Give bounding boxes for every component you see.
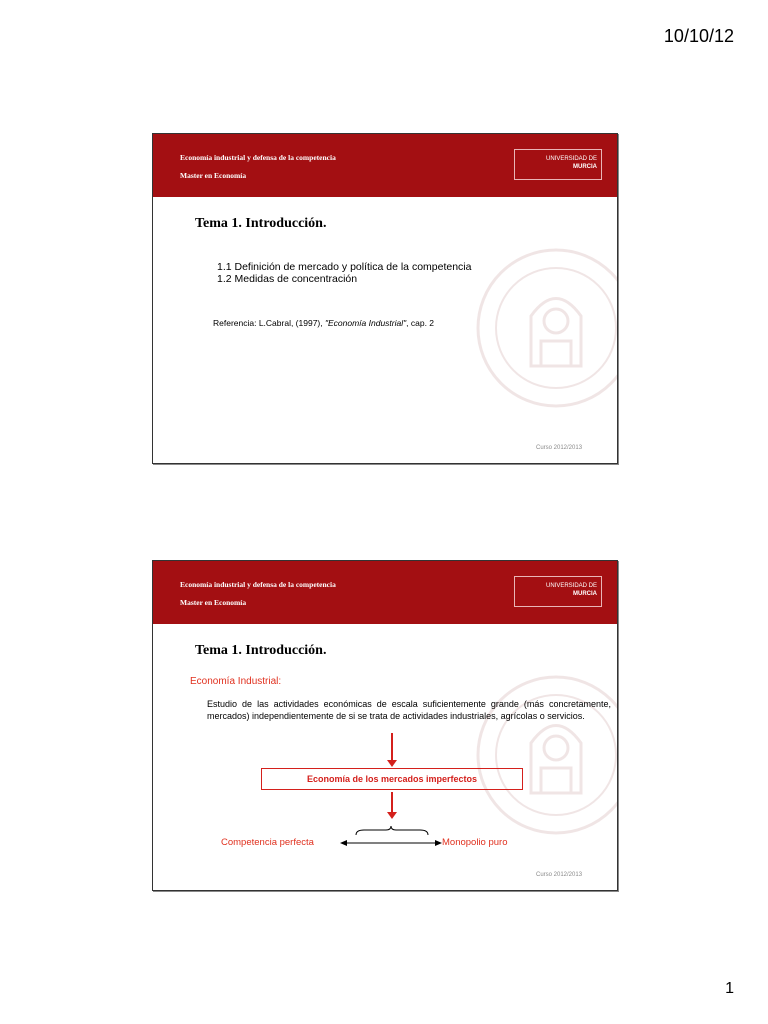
page-date: 10/10/12 — [663, 26, 734, 46]
slide-footer: Curso 2012/2013 — [536, 872, 583, 878]
spectrum-brace-arrow — [338, 825, 444, 851]
program-title: Master en Economía — [180, 598, 247, 607]
slide-1 — [152, 133, 618, 464]
logo-line-2: MURCIA — [573, 591, 597, 597]
logo-line-2: MURCIA — [573, 164, 597, 170]
slide-title: Tema 1. Introducción. — [195, 216, 327, 231]
section-title: Economía Industrial: — [190, 676, 282, 687]
page-number: 1 — [725, 980, 734, 997]
slide-header-banner — [153, 134, 617, 197]
slide-header-banner — [153, 561, 617, 624]
definition-text: Estudio de las actividades económicas de escala suficientemente grande (más concretamente, mercados) independientemente de si se trata de actividades industriales, agrícolas o servicios. — [207, 699, 611, 721]
reference-line — [213, 318, 434, 328]
slide-title: Tema 1. Introducción. — [195, 643, 327, 658]
topic-item: 1.2 Medidas de concentración — [217, 273, 358, 285]
course-title: Economía industrial y defensa de la competencia — [180, 580, 336, 589]
reference-suffix: , cap. 2 — [406, 318, 435, 328]
logo-line-1: UNIVERSIDAD DE — [545, 583, 597, 589]
university-logo — [514, 149, 602, 180]
program-title: Master en Economía — [180, 171, 247, 180]
university-logo — [514, 576, 602, 607]
slide-footer: Curso 2012/2013 — [536, 445, 583, 451]
slide-2 — [152, 560, 618, 891]
pure-monopoly-label: Monopolio puro — [442, 837, 508, 848]
down-arrow-icon — [391, 733, 393, 761]
course-title: Economía industrial y defensa de la competencia — [180, 153, 336, 162]
reference-prefix: Referencia: L.Cabral, (1997), — [213, 318, 325, 328]
logo-line-1: UNIVERSIDAD DE — [545, 156, 597, 162]
university-seal-watermark — [471, 246, 618, 411]
down-arrow-icon — [391, 792, 393, 813]
topic-list — [217, 261, 471, 285]
imperfect-markets-box: Economía de los mercados imperfectos — [261, 768, 523, 790]
reference-book: "Economía Industrial" — [324, 318, 407, 328]
topic-item: 1.1 Definición de mercado y política de la competencia — [217, 261, 472, 273]
perfect-competition-label: Competencia perfecta — [221, 837, 314, 848]
